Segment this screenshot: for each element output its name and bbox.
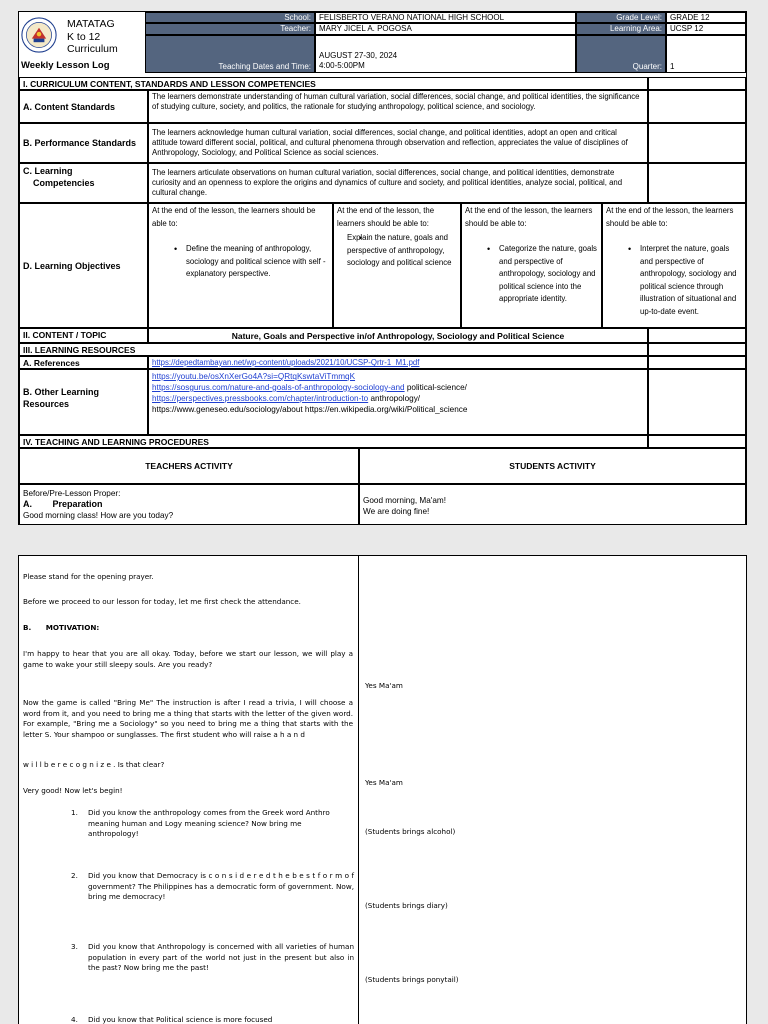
blank-cell — [648, 328, 746, 343]
objective-item: • Explain the nature, goals and perspective of anthropology, sociology and political science — [337, 232, 457, 270]
objective-column — [602, 203, 746, 328]
student-reply: We are doing fine! — [363, 507, 430, 516]
lesson-log-page-2 — [18, 555, 747, 1024]
motivation-letter: B. — [23, 623, 32, 632]
school-label: School: — [145, 12, 315, 23]
other-resources-cell — [148, 369, 648, 435]
competencies-label-line: C. Learning — [23, 166, 73, 176]
game-intro-text: I'm happy to hear that you are all okay. Today, before we start our lesson, we will play a game to wake your still sleepy souls. Are you ready? — [23, 649, 353, 669]
student-answer: Yes Ma'am — [365, 681, 403, 690]
objective-column — [461, 203, 602, 328]
other-resources-label-line: B. Other Learning — [23, 387, 100, 397]
student-activity-cell — [359, 484, 746, 525]
students-activity-header: STUDENTS ACTIVITY — [359, 448, 746, 484]
resource-link-tail: anthropology/ — [368, 394, 421, 403]
objective-intro: At the end of the lesson, the learners should be able to: — [152, 206, 316, 228]
blank-cell — [648, 435, 746, 448]
resource-link[interactable]: https://perspectives.pressbooks.com/chapter/introduction-to — [152, 394, 369, 403]
student-answer: (Students brings diary) — [365, 901, 448, 910]
grade-label: Grade Level: — [576, 12, 666, 23]
blank-cell — [648, 343, 746, 356]
question-number: 2. — [71, 871, 78, 880]
game-instructions-tail: w i l l b e r e c o g n i z e . Is that clear? — [23, 760, 165, 769]
trivia-question: Did you know that Democracy is c o n s i d e r e d t h e b e s t f o r m o f government? The Philippines has a democratic form of government. Now, bring me democracy! — [88, 871, 354, 901]
prayer-text: Please stand for the opening prayer. — [23, 572, 154, 581]
school-value: FELISBERTO VERANO NATIONAL HIGH SCHOOL — [315, 12, 576, 23]
dates-value — [315, 35, 576, 73]
objectives-label: D. Learning Objectives — [19, 203, 148, 328]
objective-intro: At the end of the lesson, the learners should be able to: — [606, 206, 734, 228]
time-line: 4:00-5:00PM — [319, 61, 365, 70]
objective-item: • Interpret the nature, goals and perspective of anthropology, sociology and political science through illustration of situational and up-to-date event. — [606, 243, 742, 318]
brand-line: MATATAG — [67, 18, 115, 30]
teacher-activity-cell — [19, 484, 359, 525]
motivation-title: MOTIVATION: — [45, 623, 100, 632]
section-title: III. LEARNING RESOURCES — [19, 343, 648, 356]
question-number: 1. — [71, 808, 78, 817]
document-title: Weekly Lesson Log — [21, 60, 110, 71]
motivation-heading — [23, 623, 353, 634]
brand-line: K to 12 — [67, 30, 101, 43]
resource-text: https://www.geneseo.edu/sociology/about https://en.wikipedia.org/wiki/Political_science — [152, 405, 468, 414]
lesson-log-page-1 — [18, 11, 747, 525]
area-label: Learning Area: — [576, 23, 666, 35]
student-answer: (Students brings ponytail) — [365, 975, 459, 984]
preparation-title: Preparation — [52, 499, 103, 509]
other-resources-label-line: Resources — [23, 399, 70, 409]
objective-column — [148, 203, 333, 328]
header-info-grid — [145, 12, 746, 73]
trivia-question: Did you know that Political science is more focused — [88, 1015, 273, 1024]
teacher-value: MARY JICEL A. POGOSA — [315, 23, 576, 35]
trivia-question: Did you know the anthropology comes from the Greek word Anthro meaning human and Logy meaning science? Now bring me anthropology! — [88, 808, 330, 838]
dates-line: AUGUST 27-30, 2024 — [319, 51, 398, 60]
preparation-letter: A. — [23, 499, 32, 509]
game-instructions-text: Now the game is called "Bring Me" The instruction is after I read a trivia, I will choose a word from it, and you need to bring me a thing that starts with the letter of the given word. For example, "Bring me a Sociology" so you need to bring me a thing that starts with the letter S. Your shampoo or sunglasses. The first student who will raise a h a n d — [23, 698, 353, 739]
area-value: UCSP 12 — [666, 23, 746, 35]
blank-cell — [648, 163, 746, 203]
objective-intro: At the end of the lesson, the learners should be able to: — [337, 206, 435, 228]
dates-label: Teaching Dates and Time: — [145, 35, 315, 73]
quarter-label: Quarter: — [576, 35, 666, 73]
blank-cell — [648, 356, 746, 369]
resource-link[interactable]: https://youtu.be/osXnXerGo4A?si=QRtqKswtaViTmmqK — [152, 372, 356, 381]
competencies-text: The learners articulate observations on human cultural variation, social differences, social change, and political identities, demonstrate curiosity and an openness to explore the origins and dynamics of culture and society, and political identities, analyze social, political, and cultural change. — [148, 163, 648, 203]
blank-cell — [648, 77, 746, 90]
performance-standards-label: B. Performance Standards — [19, 123, 148, 163]
competencies-label — [19, 163, 148, 203]
performance-standards-text: The learners acknowledge human cultural variation, social differences, social change, and political identities, adopt an open and critical attitude toward different social, political, and cultural phenomena through observation and reflection, appreciates the value of disciplines of Anthropology, Sociology, and Political Science as social sciences. — [148, 123, 648, 163]
blank-cell — [648, 90, 746, 123]
student-answer: (Students brings alcohol) — [365, 827, 456, 836]
attendance-text: Before we proceed to our lesson for today, let me first check the attendance. — [23, 597, 301, 606]
objective-column — [333, 203, 461, 328]
question-number: 3. — [71, 942, 78, 951]
teacher-label: Teacher: — [145, 23, 315, 35]
header — [19, 12, 746, 73]
trivia-question: Did you know that Anthropology is concerned with all varieties of human population in every part of the world not just in the present but also in the past? Now bring me the past! — [88, 942, 354, 972]
brand-line: Curriculum — [67, 43, 118, 55]
blank-cell — [648, 123, 746, 163]
topic-title: Nature, Goals and Perspective in/of Anthropology, Sociology and Political Science — [148, 328, 648, 343]
other-resources-label — [19, 369, 148, 435]
objective-item: • Define the meaning of anthropology, sociology and political science with self -explanatory perspective. — [152, 243, 329, 281]
student-answer: Yes Ma'am — [365, 778, 403, 787]
objective-intro: At the end of the lesson, the learners should be able to: — [465, 206, 593, 228]
teachers-activity-header: TEACHERS ACTIVITY — [19, 448, 359, 484]
content-standards-text: The learners demonstrate understanding of human cultural variation, social differences, social change, and political identities, the significance of studying culture, society, and politics, the rationale for studying anthropology, political science, and sociology. — [148, 90, 648, 123]
grade-value: GRADE 12 — [666, 12, 746, 23]
question-number: 4. — [71, 1015, 78, 1024]
content-standards-label: A. Content Standards — [19, 90, 148, 123]
before-lesson-label: Before/Pre-Lesson Proper: — [23, 489, 121, 498]
resource-link-tail: political-science/ — [404, 383, 467, 392]
section-title: I. CURRICULUM CONTENT, STANDARDS AND LESSON COMPETENCIES — [19, 77, 648, 90]
section-title: II. CONTENT / TOPIC — [19, 328, 148, 343]
begin-text: Very good! Now let's begin! — [23, 786, 123, 795]
deped-seal-icon — [21, 17, 57, 53]
teacher-greeting: Good morning class! How are you today? — [23, 511, 174, 520]
section-title: IV. TEACHING AND LEARNING PROCEDURES — [19, 435, 648, 448]
quarter-value: 1 — [666, 35, 746, 73]
references-label: A. References — [19, 356, 148, 369]
competencies-label-line: Competencies — [33, 178, 95, 188]
student-reply: Good morning, Ma'am! — [363, 496, 447, 505]
blank-cell — [648, 369, 746, 435]
references-link[interactable]: https://depedtambayan.net/wp-content/uploads/2021/10/UCSP-Qrtr-1_M1.pdf — [152, 358, 420, 367]
brand-block — [67, 18, 118, 56]
references-cell — [148, 356, 648, 369]
resource-link[interactable]: https://sosgurus.com/nature-and-goals-of-anthropology-sociology-and — [152, 383, 405, 392]
objective-item: • Categorize the nature, goals and perspective of anthropology, sociology and political science into the appropriate identity. — [465, 243, 598, 306]
